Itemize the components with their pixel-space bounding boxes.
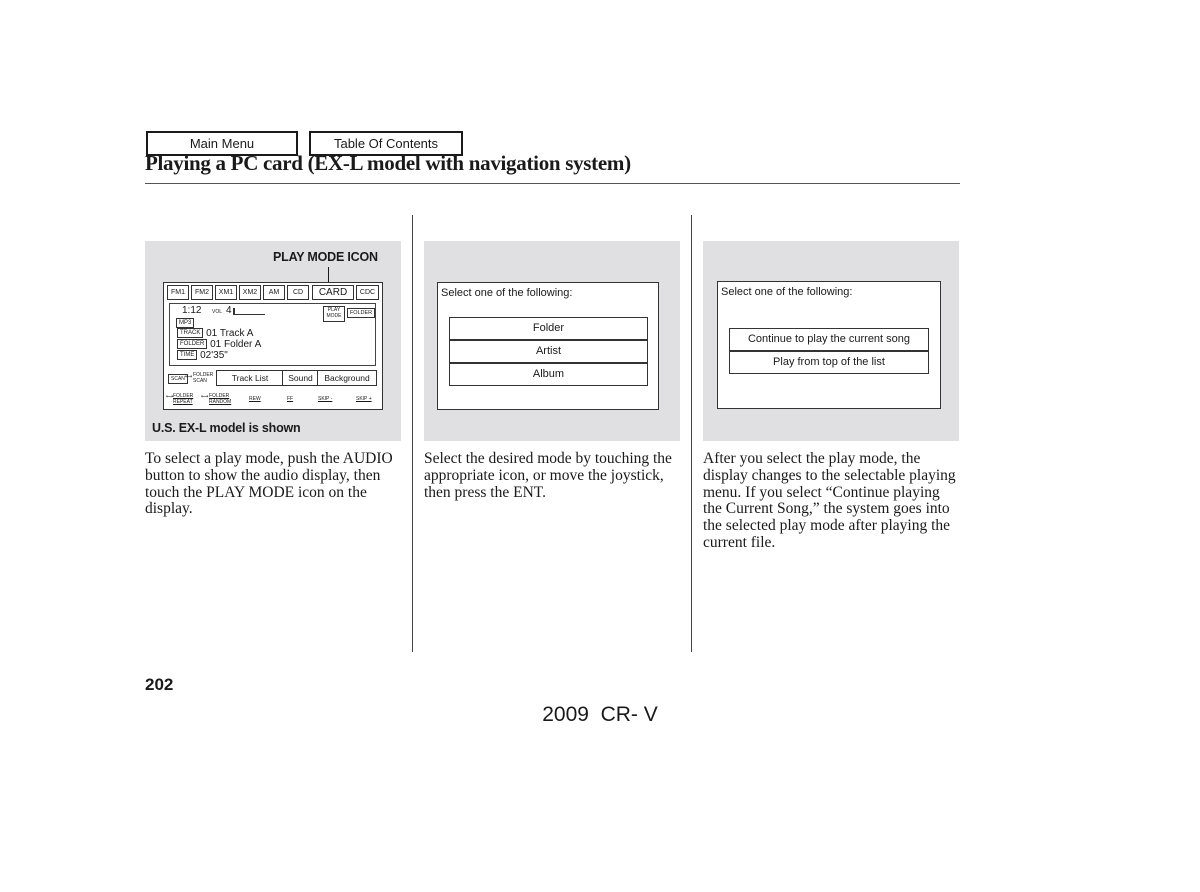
tab-xm2[interactable]: XM2 [239, 285, 261, 300]
mode-select-figure [424, 241, 680, 441]
elapsed-time: 1:12 [182, 305, 202, 316]
play-mode-icon-callout: PLAY MODE ICON [273, 250, 378, 264]
column-3-text: After you select the play mode, the display changes to the selectable playing menu. If you select “Continue playing the Current Song,” the system goes into the selected play mode after playing the current file. [703, 450, 956, 551]
soft-key-folder-random[interactable]: FOLDER RANDOM [209, 393, 232, 405]
mode-select-dialog [437, 282, 659, 410]
tab-xm1[interactable]: XM1 [215, 285, 237, 300]
audio-screen [163, 282, 383, 410]
folder-row [177, 339, 261, 350]
folder-tag: FOLDER [177, 339, 207, 349]
artist-option[interactable]: Artist [449, 340, 648, 363]
folder-scan-label[interactable]: FOLDER SCAN [193, 372, 214, 384]
sound-button[interactable]: Sound [282, 370, 319, 386]
folder-button[interactable]: FOLDER [347, 308, 375, 318]
dialog-prompt: Select one of the following: [441, 287, 573, 299]
soft-key-rew[interactable]: REW [249, 396, 261, 402]
column-divider [691, 215, 692, 652]
time-value: 02'35" [200, 350, 228, 361]
playing-menu-figure [703, 241, 959, 441]
tab-fm1[interactable]: FM1 [167, 285, 189, 300]
volume-bar [233, 308, 265, 315]
soft-key-skip-minus[interactable]: SKIP - [318, 396, 333, 402]
track-tag: TRACK [177, 328, 203, 338]
tab-cdc[interactable]: CDC [356, 285, 379, 300]
track-row [177, 328, 253, 339]
repeat-arrow-icon: ⟷ [166, 394, 174, 400]
track-value: 01 Track A [206, 328, 254, 339]
audio-display-figure [145, 241, 401, 441]
vol-label: VOL [212, 309, 223, 315]
column-2-text: Select the desired mode by touching the appropriate icon, or move the joystick, then press the ENT. [424, 450, 672, 501]
column-1-text: To select a play mode, push the AUDIO button to show the audio display, then touch the PLAY MODE icon on the display. [145, 450, 393, 518]
vol-value: 4 [226, 305, 232, 316]
mp3-tag: MP3 [176, 318, 194, 328]
track-list-button[interactable]: Track List [216, 370, 284, 386]
tab-fm2[interactable]: FM2 [191, 285, 213, 300]
soft-key-folder-repeat[interactable]: FOLDER REPEAT [173, 393, 194, 405]
figure-caption: U.S. EX-L model is shown [152, 421, 301, 435]
random-arrow-icon: ⟷ [201, 394, 209, 400]
folder-option[interactable]: Folder [449, 317, 648, 340]
title-rule [145, 183, 960, 184]
tab-card[interactable]: CARD [312, 285, 354, 300]
main-menu-button[interactable]: Main Menu [146, 131, 298, 156]
scan-arrow-icon: ⟷ [185, 374, 193, 380]
continue-current-song-option[interactable]: Continue to play the current song [729, 328, 929, 351]
dialog-prompt: Select one of the following: [721, 286, 853, 298]
soft-key-ff[interactable]: FF [287, 396, 294, 402]
tab-cd[interactable]: CD [287, 285, 309, 300]
soft-key-skip-plus[interactable]: SKIP + [356, 396, 372, 402]
table-of-contents-button[interactable]: Table Of Contents [309, 131, 463, 156]
scan-button[interactable]: SCAN [168, 374, 188, 384]
now-playing-area [169, 303, 376, 366]
column-divider [412, 215, 413, 652]
tab-am[interactable]: AM [263, 285, 285, 300]
page-title: Playing a PC card (EX-L model with navigation system) [145, 151, 631, 175]
album-option[interactable]: Album [449, 363, 648, 386]
play-from-top-option[interactable]: Play from top of the list [729, 351, 929, 374]
playing-menu-dialog [717, 281, 941, 409]
background-button[interactable]: Background [317, 370, 377, 386]
time-tag: TIME [177, 350, 197, 360]
page-number: 202 [145, 675, 174, 694]
play-mode-button[interactable]: PLAY MODE [323, 306, 345, 322]
footer-model: 2009 CR- V [542, 703, 658, 726]
time-row [177, 350, 228, 361]
folder-value: 01 Folder A [210, 339, 262, 350]
